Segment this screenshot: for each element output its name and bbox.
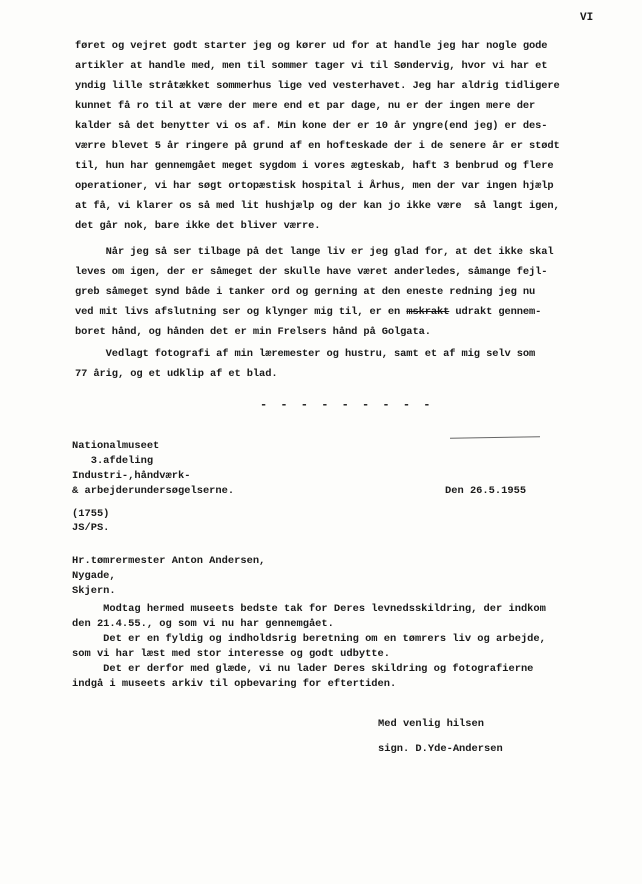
body-line: greb såmeget synd både i tanker ord og gerning at den eneste redning jeg nu — [75, 286, 536, 298]
body-line: kalder så det benytter vi os af. Min kone der er 10 år yngre(end jeg) er des- — [75, 120, 548, 132]
body-line: Når jeg så ser tilbage på det lange liv er jeg glad for, at det ikke skal — [75, 246, 554, 258]
sender-line: 3.afdeling — [72, 455, 154, 467]
body-line: at få, vi klarer os så med lit hushjælp og der kan jo ikke være så langt igen, — [75, 200, 560, 212]
letter-line: Det er derfor med glæde, vi nu lader Deres skildring og fotografierne — [72, 663, 534, 675]
body-line-start: ved mit livs afslutning ser og klynger mig til, er en — [75, 306, 407, 318]
sender-line: & arbejderundersøgelserne. — [72, 485, 235, 497]
sender-line: Nationalmuseet — [72, 440, 160, 452]
sender-line: Industri-,håndværk- — [72, 470, 191, 482]
body-line: artikler at handle med, men til sommer tager vi til Søndervig, hvor vi har et — [75, 60, 548, 72]
body-line: yndig lille stråtækket sommerhus lige ved vesterhavet. Jeg har aldrig tidligere — [75, 80, 560, 92]
body-line: 77 årig, og et udklip af et blad. — [75, 368, 278, 380]
signature: sign. D.Yde-Andersen — [378, 743, 503, 755]
recipient-line: Nygade, — [72, 570, 116, 582]
body-line: Vedlagt fotografi af min læremester og hustru, samt et af mig selv som — [75, 348, 536, 360]
body-line: kunnet få ro til at være der mere end et par dage, nu er der ingen mere der — [75, 100, 536, 112]
scan-mark — [450, 436, 540, 439]
letter-line: Det er en fyldig og indholdsrig beretning om en tømrers liv og arbejde, — [72, 633, 546, 645]
body-line: føret og vejret godt starter jeg og kører ud for at handle jeg har nogle gode — [75, 40, 548, 52]
body-line: leves om igen, der er såmeget der skulle have været anderledes, såmange fejl- — [75, 266, 548, 278]
letter-line: som vi har læst med stor interesse og godt udbytte. — [72, 648, 391, 660]
body-line: det går nok, bare ikke det bliver værre. — [75, 220, 321, 232]
section-separator: - - - - - - - - - — [260, 398, 434, 412]
letter-line: den 21.4.55., og som vi nu har gennemgået. — [72, 618, 334, 630]
recipient-line: Skjern. — [72, 585, 116, 597]
body-line: til, hun har gennemgået meget sygdom i vores ægteskab, haft 3 benbrud og flere — [75, 160, 554, 172]
body-line: boret hånd, og hånden det er min Frelsers hånd på Golgata. — [75, 326, 431, 338]
letter-line: indgå i museets arkiv til opbevaring for eftertiden. — [72, 678, 397, 690]
body-line-end: udrakt gennem- — [455, 306, 542, 318]
body-line: værre blevet 5 år ringere på grund af en hofteskade der i de senere år er stødt — [75, 140, 560, 152]
closing-salutation: Med venlig hilsen — [378, 718, 485, 730]
page-number: VI — [580, 12, 594, 24]
letter-date: Den 26.5.1955 — [445, 485, 527, 497]
body-line-with-strike — [75, 306, 541, 318]
reference-number: (1755) — [72, 508, 110, 520]
body-line: operationer, vi har søgt ortopæstisk hospital i Århus, men der var ingen hjælp — [75, 180, 554, 192]
struck-word: mskrakt — [406, 306, 450, 318]
recipient-line: Hr.tømrermester Anton Andersen, — [72, 555, 266, 567]
letter-line: Modtag hermed museets bedste tak for Deres levnedsskildring, der indkom — [72, 603, 546, 615]
reference-initials: JS/PS. — [72, 522, 110, 534]
